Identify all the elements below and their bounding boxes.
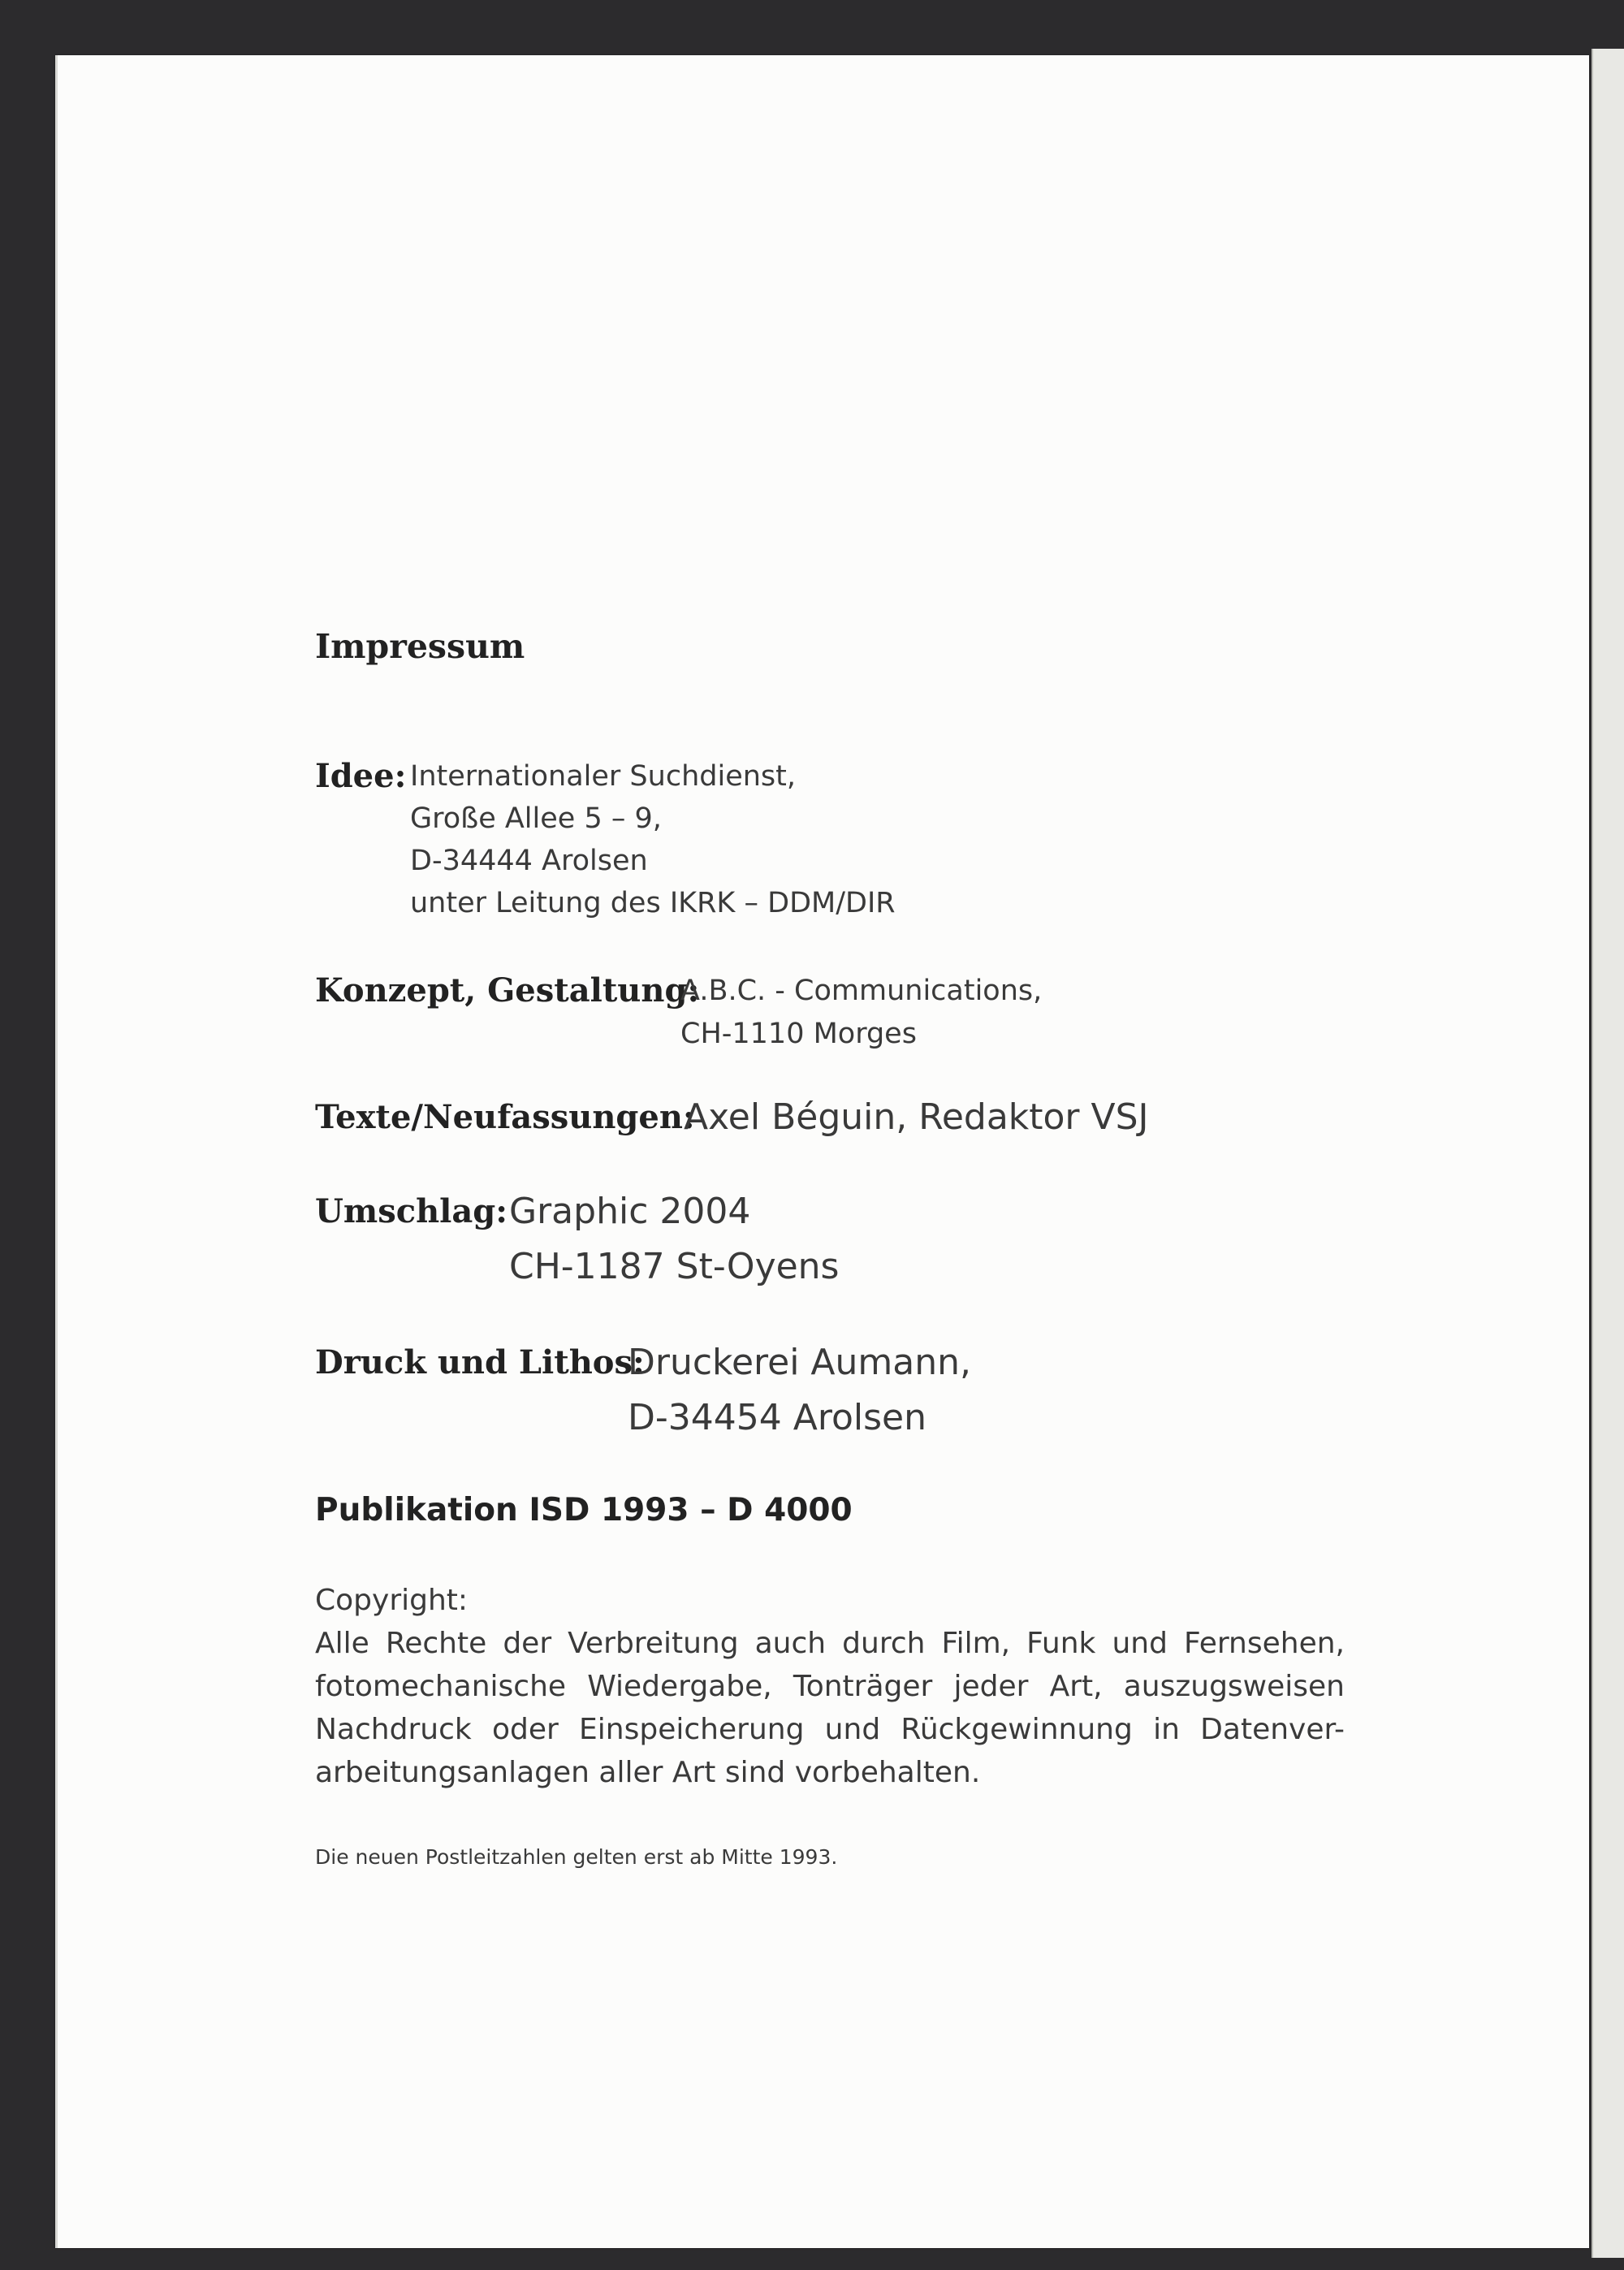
- idee-label: Idee:: [315, 757, 407, 795]
- konzept-line-2: CH-1110 Morges: [680, 1018, 917, 1050]
- copyright-line-2: fotomechanische Wiedergabe, Tonträger jeder Art, auszugsweisen: [315, 1670, 1345, 1703]
- druck-line-2: D-34454 Arolsen: [628, 1397, 926, 1438]
- umschlag-label: Umschlag:: [315, 1192, 508, 1230]
- copyright-heading: Copyright:: [315, 1584, 469, 1617]
- copyright-block: [315, 1579, 1345, 1794]
- idee-line-3: D-34444 Arolsen: [410, 845, 648, 877]
- umschlag-line-1: Graphic 2004: [509, 1191, 751, 1232]
- druck-label: Druck und Lithos:: [315, 1343, 645, 1381]
- texte-line-1: Axel Béguin, Redaktor VSJ: [684, 1096, 1149, 1138]
- idee-line-2: Große Allee 5 – 9,: [410, 802, 662, 835]
- konzept-line-1: A.B.C. - Communications,: [680, 975, 1043, 1007]
- texte-label: Texte/Neufassungen:: [315, 1098, 695, 1136]
- druck-line-1: Druckerei Aumann,: [628, 1342, 972, 1383]
- copyright-line-1: Alle Rechte der Verbreitung auch durch Film, Funk und Fernsehen,: [315, 1627, 1345, 1660]
- idee-line-4: unter Leitung des IKRK – DDM/DIR: [410, 887, 896, 919]
- copyright-line-4: arbeitungsanlagen aller Art sind vorbehalten.: [315, 1756, 981, 1789]
- page-title: Impressum: [315, 627, 525, 666]
- copyright-line-3: Nachdruck oder Einspeicherung und Rückgewinnung in Datenver-: [315, 1713, 1345, 1746]
- document-page: [55, 55, 1589, 2248]
- footnote: Die neuen Postleitzahlen gelten erst ab Mitte 1993.: [315, 1845, 838, 1869]
- konzept-label: Konzept, Gestaltung:: [315, 971, 700, 1010]
- adjacent-page-edge: [1592, 49, 1624, 2258]
- umschlag-line-2: CH-1187 St-Oyens: [509, 1246, 840, 1287]
- idee-line-1: Internationaler Suchdienst,: [410, 760, 796, 793]
- publication-number: Publikation ISD 1993 – D 4000: [315, 1492, 853, 1528]
